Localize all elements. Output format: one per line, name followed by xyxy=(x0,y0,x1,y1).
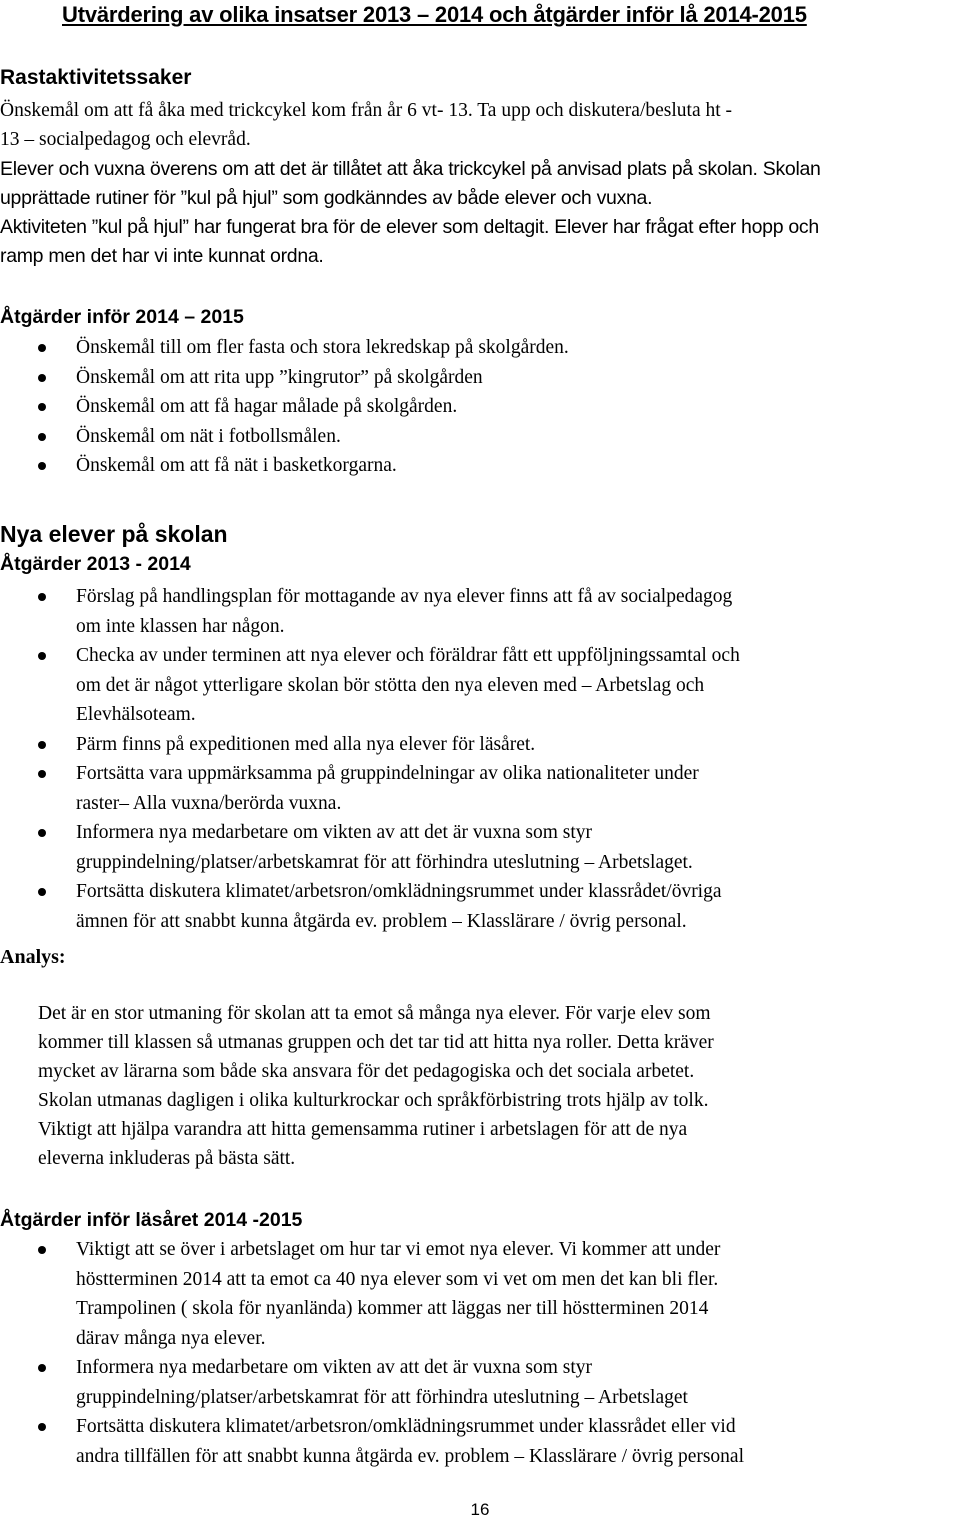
bullet-icon xyxy=(38,374,46,382)
text-line: Det är en stor utmaning för skolan att ta emot så många nya elever. För varje elev som xyxy=(38,1003,711,1024)
list-item: Informera nya medarbetare om vikten av att det är vuxna som styr gruppindelning/platser/arbetskamrat för att förhindra uteslutning – Arbetslaget xyxy=(0,1353,950,1412)
section-heading-nya-elever: Nya elever på skolan xyxy=(0,521,228,547)
bullet-icon xyxy=(38,344,46,352)
subheading-atgarder-2013-2014: Åtgärder 2013 - 2014 xyxy=(0,553,191,575)
text-line: 13 – socialpedagog och elevråd. xyxy=(0,129,251,150)
text-line: Elever och vuxna överens om att det är tillåtet att åka trickcykel på anvisad plats på skolan. Skolan xyxy=(0,158,821,180)
bullet-list-atgarder-2014-2015 xyxy=(0,333,950,481)
bullet-icon xyxy=(38,770,46,778)
list-item: Önskemål till om fler fasta och stora lekredskap på skolgården. xyxy=(0,333,950,363)
list-item: Pärm finns på expeditionen med alla nya elever för läsåret. xyxy=(0,730,950,760)
text-line: Viktigt att hjälpa varandra att hitta gemensamma rutiner i arbetslagen för att de nya xyxy=(38,1119,688,1140)
list-item: Fortsätta diskutera klimatet/arbetsron/omklädningsrummet under klassrådet eller vid andra tillfällen för att snabbt kunna åtgärda ev. problem – Klasslärare / övrig personal xyxy=(0,1412,950,1471)
text-line: Aktiviteten ”kul på hjul” har fungerat bra för de elever som deltagit. Elever har frågat efter hopp och xyxy=(0,216,819,238)
bullet-icon xyxy=(38,462,46,470)
bullet-icon xyxy=(38,888,46,896)
page-number: 16 xyxy=(470,1500,490,1519)
text-line: upprättade rutiner för ”kul på hjul” som godkänndes av både elever och vuxna. xyxy=(0,187,653,209)
list-item: Önskemål om att få nät i basketkorgarna. xyxy=(0,451,950,481)
page-title: Utvärdering av olika insatser 2013 – 2014 och åtgärder inför lå 2014-2015 xyxy=(62,2,807,27)
bullet-list-nya-elever xyxy=(0,582,950,936)
section-heading-analys: Analys: xyxy=(0,946,66,968)
rastaktivitet-paragraph-1 xyxy=(0,96,950,154)
list-item: Önskemål om att få hagar målade på skolgården. xyxy=(0,392,950,422)
list-item: Önskemål om nät i fotbollsmålen. xyxy=(0,422,950,452)
bullet-icon xyxy=(38,741,46,749)
text-line: mycket av lärarna som både ska ansvara för det pedagogiska och det sociala arbetet. xyxy=(38,1061,695,1082)
list-item: Förslag på handlingsplan för mottagande av nya elever finns att få av socialpedagog om inte klassen har någon. xyxy=(0,582,950,641)
bullet-icon xyxy=(38,1246,46,1254)
text-line: eleverna inkluderas på bästa sätt. xyxy=(38,1148,296,1169)
section-heading-atgarder-lasaret: Åtgärder inför läsåret 2014 -2015 xyxy=(0,1209,303,1231)
text-line: Önskemål om att få åka med trickcykel kom från år 6 vt- 13. Ta upp och diskutera/besluta ht - xyxy=(0,100,733,121)
list-item: Informera nya medarbetare om vikten av att det är vuxna som styr gruppindelning/platser/arbetskamrat för att förhindra uteslutning – Arbetslaget. xyxy=(0,818,950,877)
list-item: Önskemål om att rita upp ”kingrutor” på skolgården xyxy=(0,363,950,393)
list-item: Fortsätta vara uppmärksamma på gruppindelningar av olika nationaliteter under raster– Alla vuxna/berörda vuxna. xyxy=(0,759,950,818)
bullet-icon xyxy=(38,1423,46,1431)
analys-paragraph xyxy=(38,999,950,1173)
section-heading-rastaktivitet: Rastaktivitetssaker xyxy=(0,66,192,89)
bullet-icon xyxy=(38,433,46,441)
bullet-icon xyxy=(38,652,46,660)
text-line: ramp men det har vi inte kunnat ordna. xyxy=(0,245,324,267)
bullet-list-atgarder-lasaret xyxy=(0,1235,950,1471)
list-item: Fortsätta diskutera klimatet/arbetsron/omklädningsrummet under klassrådet/övriga ämnen för att snabbt kunna åtgärda ev. problem – Klasslärare / övrig personal. xyxy=(0,877,950,936)
list-item: Checka av under terminen att nya elever och föräldrar fått ett uppföljningssamtal och om det är något ytterligare skolan bör stötta den nya eleven med – Arbetslag och Elevhälsoteam. xyxy=(0,641,950,730)
bullet-icon xyxy=(38,1364,46,1372)
text-line: Skolan utmanas dagligen i olika kulturkrockar och språkförbistring trots hjälp av tolk. xyxy=(38,1090,709,1111)
rastaktivitet-paragraph-2 xyxy=(0,155,950,271)
list-item: Viktigt att se över i arbetslaget om hur tar vi emot nya elever. Vi kommer att under höstterminen 2014 att ta emot ca 40 nya elever som vi vet om men det kan bli fler. Trampolinen ( skola för nyanlända) kommer att läggas ner till höstterminen 2014 därav många nya elever. xyxy=(0,1235,950,1353)
section-heading-atgarder-2014-2015: Åtgärder inför 2014 – 2015 xyxy=(0,306,244,328)
bullet-icon xyxy=(38,829,46,837)
bullet-icon xyxy=(38,593,46,601)
text-line: kommer till klassen så utmanas gruppen och det tar tid att hitta nya roller. Detta kräver xyxy=(38,1032,714,1053)
bullet-icon xyxy=(38,403,46,411)
